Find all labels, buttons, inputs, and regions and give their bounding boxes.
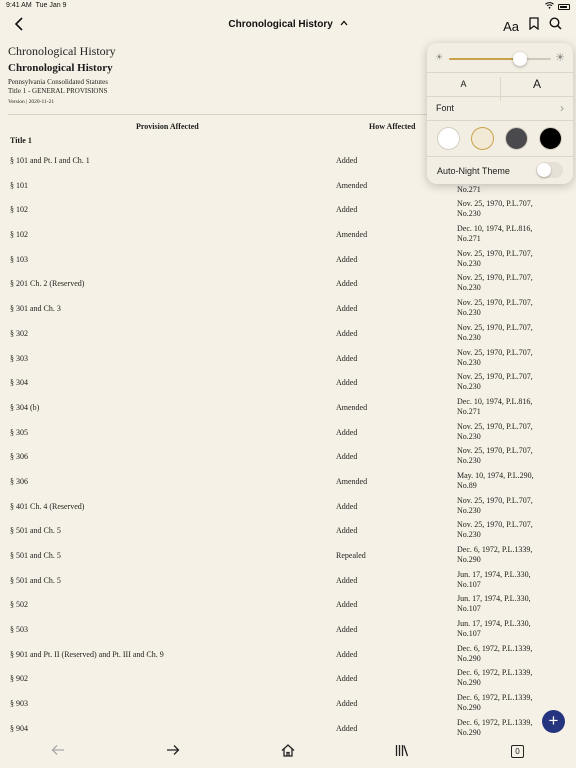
table-row bbox=[0, 691, 576, 716]
auto-night-row bbox=[427, 157, 573, 184]
provision-cell: § 201 Ch. 2 (Reserved) bbox=[10, 279, 85, 289]
auto-night-label: Auto-Night Theme bbox=[437, 166, 510, 176]
how-affected-cell: Added bbox=[336, 723, 358, 733]
provision-cell: § 304 bbox=[10, 378, 28, 388]
source-citation: Nov. 25, 1970, P.L.707, bbox=[457, 372, 533, 382]
chevron-up-icon bbox=[340, 20, 348, 26]
source-citation: Nov. 25, 1970, P.L.707, bbox=[457, 199, 533, 209]
source-number: No.107 bbox=[457, 629, 481, 639]
source-cell bbox=[457, 471, 567, 491]
how-affected-cell: Added bbox=[336, 378, 358, 388]
arrow-left-icon[interactable] bbox=[51, 744, 65, 760]
font-size-section bbox=[427, 73, 573, 97]
table-row bbox=[0, 271, 576, 296]
table-row bbox=[0, 716, 576, 741]
provision-cell: § 101 and Pt. I and Ch. 1 bbox=[10, 156, 90, 165]
how-affected-cell: Added bbox=[336, 649, 358, 659]
brightness-fill bbox=[449, 58, 520, 60]
source-citation: Dec. 10, 1974, P.L.816, bbox=[457, 224, 533, 234]
table-row bbox=[0, 494, 576, 519]
source-citation: Dec. 10, 1974, P.L.816, bbox=[457, 396, 533, 406]
arrow-right-icon[interactable] bbox=[166, 744, 180, 760]
how-affected-cell: Added bbox=[336, 625, 358, 635]
provision-cell: § 301 and Ch. 3 bbox=[10, 304, 61, 314]
how-affected-cell: Added bbox=[336, 353, 358, 363]
how-affected-cell: Repealed bbox=[336, 551, 366, 560]
source-citation: Nov. 25, 1970, P.L.707, bbox=[457, 520, 533, 530]
source-citation: Nov. 25, 1970, P.L.707, bbox=[457, 273, 533, 283]
source-number: No.230 bbox=[457, 308, 481, 318]
bookmark-icon[interactable] bbox=[529, 17, 539, 35]
how-affected-cell: Added bbox=[336, 304, 358, 314]
document-header bbox=[8, 44, 428, 105]
provision-cell: § 503 bbox=[10, 625, 28, 635]
reading-settings-popover bbox=[427, 43, 573, 184]
title-line: Title 1 - GENERAL PROVISIONS bbox=[8, 87, 108, 95]
table-row bbox=[0, 642, 576, 667]
provision-cell: § 903 bbox=[10, 699, 28, 709]
source-citation: Dec. 6, 1972, P.L.1339, bbox=[457, 668, 533, 678]
source-cell bbox=[457, 323, 567, 343]
table-row bbox=[0, 469, 576, 494]
bottom-toolbar bbox=[0, 742, 576, 768]
theme-black-swatch[interactable] bbox=[539, 127, 562, 150]
source-number: No.290 bbox=[457, 653, 481, 663]
source-number: No.230 bbox=[457, 431, 481, 441]
source-citation: Jun. 17, 1974, P.L.330, bbox=[457, 569, 531, 579]
title-group-label: Title 1 bbox=[10, 136, 32, 145]
source-number: No.290 bbox=[457, 703, 481, 713]
source-citation: Nov. 25, 1970, P.L.707, bbox=[457, 446, 533, 456]
how-affected-cell: Amended bbox=[336, 476, 368, 486]
brightness-section bbox=[427, 43, 573, 73]
source-citation: May. 10, 1974, P.L.290, bbox=[457, 470, 534, 480]
provision-cell: § 304 (b) bbox=[10, 402, 40, 412]
source-number: No.271 bbox=[457, 184, 481, 194]
source-citation: Dec. 6, 1972, P.L.1339, bbox=[457, 693, 533, 703]
increase-font-button[interactable]: A bbox=[500, 77, 573, 101]
document-version: Version | 2020-11-21 bbox=[8, 99, 55, 105]
source-cell bbox=[457, 545, 567, 565]
source-number: No.230 bbox=[457, 209, 481, 219]
provision-cell: § 502 bbox=[10, 600, 28, 610]
theme-white-swatch[interactable] bbox=[437, 127, 460, 150]
table-row bbox=[0, 617, 576, 642]
table-row bbox=[0, 568, 576, 593]
source-citation: Nov. 25, 1970, P.L.707, bbox=[457, 421, 533, 431]
source-number: No.290 bbox=[457, 678, 481, 688]
source-number: No.271 bbox=[457, 406, 481, 416]
provision-cell: § 102 bbox=[10, 230, 28, 240]
source-citation: Nov. 25, 1970, P.L.707, bbox=[457, 347, 533, 357]
source-number: No.230 bbox=[457, 332, 481, 342]
source-number: No.290 bbox=[457, 555, 481, 564]
table-row bbox=[0, 420, 576, 445]
source-citation: Nov. 25, 1970, P.L.707, bbox=[457, 298, 533, 308]
table-row bbox=[0, 395, 576, 420]
source-cell bbox=[457, 249, 567, 269]
provision-cell: § 901 and Pt. II (Reserved) and Pt. III and Ch. 9 bbox=[10, 649, 164, 659]
source-number: No.230 bbox=[457, 505, 481, 515]
how-affected-cell: Added bbox=[336, 501, 358, 511]
source-cell bbox=[457, 619, 567, 639]
search-icon[interactable] bbox=[549, 17, 562, 35]
source-cell bbox=[457, 446, 567, 466]
table-row bbox=[0, 247, 576, 272]
add-button[interactable] bbox=[542, 710, 565, 733]
source-cell bbox=[457, 644, 567, 664]
source-citation: Dec. 6, 1972, P.L.1339, bbox=[457, 717, 533, 727]
status-indicators bbox=[545, 2, 570, 11]
source-cell bbox=[457, 224, 567, 244]
theme-section bbox=[427, 121, 573, 157]
source-cell bbox=[457, 520, 567, 540]
provision-cell: § 501 and Ch. 5 bbox=[10, 575, 61, 585]
table-row bbox=[0, 518, 576, 543]
source-citation: Nov. 25, 1970, P.L.707, bbox=[457, 322, 533, 332]
brightness-slider[interactable] bbox=[449, 58, 551, 60]
how-affected-cell: Amended bbox=[336, 180, 368, 190]
brightness-knob[interactable] bbox=[513, 52, 527, 66]
table-row bbox=[0, 222, 576, 247]
how-affected-cell: Added bbox=[336, 427, 358, 437]
nav-title: Chronological History bbox=[228, 19, 333, 30]
table-row bbox=[0, 346, 576, 371]
source-cell bbox=[457, 668, 567, 688]
table-row bbox=[0, 444, 576, 469]
font-label: Font bbox=[436, 103, 455, 113]
table-row bbox=[0, 592, 576, 617]
theme-gray-swatch[interactable] bbox=[505, 127, 528, 150]
source-number: No.230 bbox=[457, 258, 481, 268]
source-number: No.230 bbox=[457, 456, 481, 466]
how-affected-cell: Added bbox=[336, 699, 358, 709]
column-header-how: How Affected bbox=[369, 122, 416, 131]
how-affected-cell: Added bbox=[336, 254, 358, 264]
how-affected-cell: Added bbox=[336, 452, 358, 462]
library-icon[interactable] bbox=[395, 744, 409, 761]
how-affected-cell: Added bbox=[336, 674, 358, 684]
source-citation: Nov. 25, 1970, P.L.707, bbox=[457, 248, 533, 258]
how-affected-cell: Amended bbox=[336, 230, 368, 240]
how-affected-cell: Added bbox=[336, 526, 358, 536]
provision-cell: § 306 bbox=[10, 476, 28, 486]
toggle-knob bbox=[537, 163, 551, 177]
chevron-right-icon: › bbox=[560, 101, 564, 115]
source-number: No.230 bbox=[457, 530, 481, 540]
how-affected-cell: Added bbox=[336, 600, 358, 610]
table-row bbox=[0, 321, 576, 346]
provision-cell: § 102 bbox=[10, 205, 28, 215]
sun-large-icon: ☀ bbox=[555, 52, 565, 64]
provision-cell: § 103 bbox=[10, 254, 28, 264]
how-affected-cell: Added bbox=[336, 328, 358, 338]
provision-cell: § 904 bbox=[10, 723, 28, 733]
source-cell bbox=[457, 397, 567, 417]
table-row bbox=[0, 543, 576, 568]
source-citation: Jun. 17, 1974, P.L.330, bbox=[457, 619, 531, 629]
source-cell bbox=[457, 298, 567, 318]
status-bar bbox=[0, 0, 576, 12]
font-row[interactable] bbox=[427, 97, 573, 121]
source-citation: Nov. 25, 1970, P.L.707, bbox=[457, 495, 533, 505]
plus-icon: + bbox=[548, 711, 559, 730]
how-affected-cell: Added bbox=[336, 205, 358, 215]
source-cell bbox=[457, 273, 567, 293]
source-cell bbox=[457, 348, 567, 368]
source-cell bbox=[457, 422, 567, 442]
provision-cell: § 501 and Ch. 5 bbox=[10, 551, 61, 560]
text-settings-button[interactable]: Aa bbox=[503, 18, 519, 34]
source-number: No.230 bbox=[457, 382, 481, 392]
column-header-provision: Provision Affected bbox=[136, 122, 199, 131]
decrease-font-button[interactable]: A bbox=[460, 79, 467, 89]
table-row bbox=[0, 666, 576, 691]
source-cell bbox=[457, 372, 567, 392]
provision-cell: § 401 Ch. 4 (Reserved) bbox=[10, 501, 85, 511]
source-number: No.230 bbox=[457, 357, 481, 367]
battery-icon bbox=[558, 4, 570, 10]
source-number: No.89 bbox=[457, 480, 477, 490]
provision-cell: § 501 and Ch. 5 bbox=[10, 526, 61, 536]
source-cell bbox=[457, 496, 567, 516]
source-citation: Dec. 6, 1972, P.L.1339, bbox=[457, 643, 533, 653]
source-cell bbox=[457, 199, 567, 219]
provision-cell: § 305 bbox=[10, 427, 28, 437]
provision-cell: § 306 bbox=[10, 452, 28, 462]
source-number: No.107 bbox=[457, 604, 481, 614]
how-affected-cell: Amended bbox=[336, 402, 368, 412]
nav-bar bbox=[0, 12, 576, 40]
tabs-button[interactable]: 0 bbox=[511, 745, 524, 758]
provision-cell: § 303 bbox=[10, 353, 28, 363]
status-time: 9:41 AM Tue Jan 9 bbox=[6, 2, 67, 9]
source-number: No.107 bbox=[457, 579, 481, 589]
provision-cell: § 302 bbox=[10, 328, 28, 338]
source-number: No.290 bbox=[457, 727, 481, 737]
wifi-icon bbox=[545, 2, 554, 11]
home-icon[interactable] bbox=[281, 744, 295, 761]
how-affected-cell: Added bbox=[336, 279, 358, 289]
document-heading: Chronological History bbox=[8, 44, 116, 58]
table-row bbox=[0, 197, 576, 222]
source-cell bbox=[457, 594, 567, 614]
source-number: No.230 bbox=[457, 283, 481, 293]
how-affected-cell: Added bbox=[336, 156, 358, 165]
document-meta bbox=[8, 78, 428, 96]
source-number: No.271 bbox=[457, 234, 481, 244]
sun-small-icon: ☀ bbox=[435, 52, 444, 62]
source-cell bbox=[457, 570, 567, 590]
source-citation: Dec. 6, 1972, P.L.1339, bbox=[457, 545, 533, 554]
nav-title-button[interactable] bbox=[0, 19, 576, 30]
auto-night-toggle[interactable] bbox=[536, 162, 563, 178]
table-row bbox=[0, 370, 576, 395]
provision-cell: § 902 bbox=[10, 674, 28, 684]
source-citation: Jun. 17, 1974, P.L.330, bbox=[457, 594, 531, 604]
provision-cell: § 101 bbox=[10, 180, 28, 190]
statutes-name: Pennsylvania Consolidated Statutes bbox=[8, 78, 108, 86]
document-heading-bold: Chronological History bbox=[8, 62, 113, 74]
history-table bbox=[0, 148, 576, 741]
theme-sepia-swatch[interactable] bbox=[471, 127, 494, 150]
table-row bbox=[0, 296, 576, 321]
how-affected-cell: Added bbox=[336, 575, 358, 585]
nav-actions bbox=[503, 17, 562, 35]
